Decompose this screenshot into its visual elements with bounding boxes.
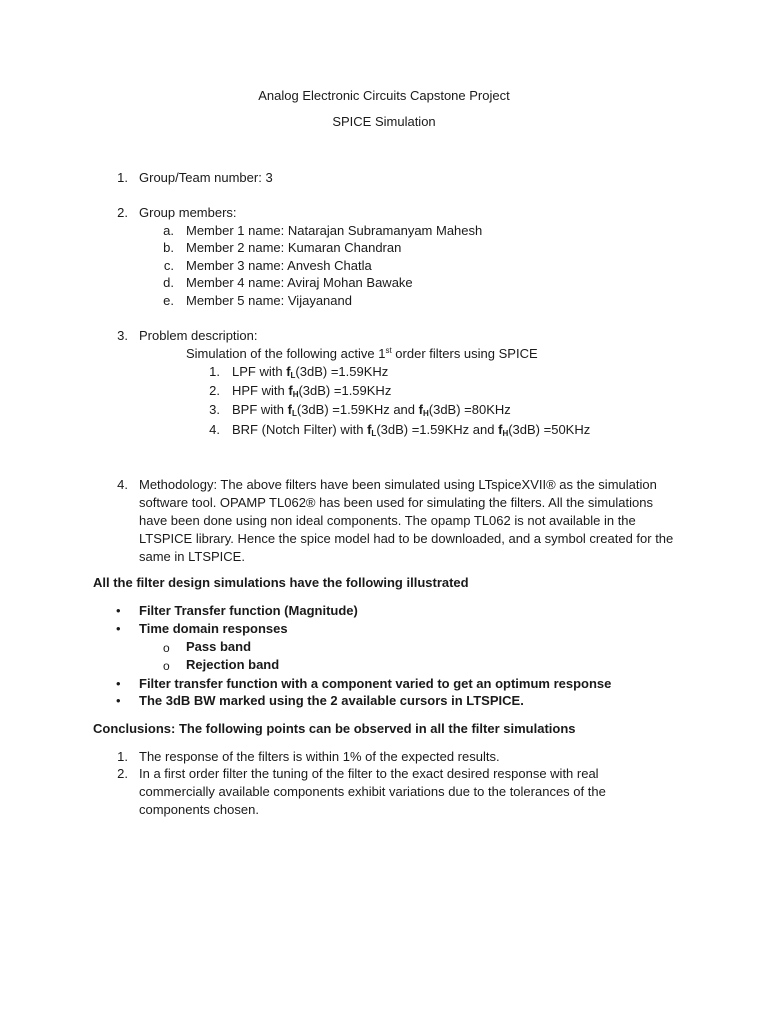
member-name: Member 2 name: Kumaran Chandran [186, 240, 402, 255]
conclusion-number: 1. [117, 749, 128, 764]
item-number: 1. [117, 170, 128, 185]
conclusions-heading: Conclusions: The following points can be observed in all the filter simulations [93, 721, 576, 736]
item-number: 4. [117, 477, 128, 492]
sub-bullet-icon: o [163, 641, 170, 655]
sub-bullet-item: Pass band [186, 639, 252, 654]
bullet-item: Filter transfer function with a component varied to get an optimum response [139, 676, 612, 691]
filter-spec: LPF with $f_L(3dB) =1.59KHz$ [232, 364, 389, 380]
team-number: Group/Team number: 3 [139, 170, 273, 185]
member-letter: c. [163, 258, 174, 273]
conclusion-number: 2. [117, 766, 128, 781]
item-number: 3. [117, 328, 128, 343]
member-name: Member 5 name: Vijayanand [186, 293, 352, 308]
document-subtitle: SPICE Simulation [332, 114, 436, 129]
member-name: Member 1 name: Natarajan Subramanyam Mahesh [186, 223, 483, 238]
filter-number: 2. [209, 383, 220, 398]
filter-number: 1. [209, 364, 220, 379]
member-name: Member 3 name: Anvesh Chatla [186, 258, 372, 273]
methodology-paragraph: Methodology: The above filters have been simulated using LTspiceXVII® as the simulation software tool. OPAMP TL062® has been used for simulating the filters. All the simulations have been done using non ideal components. The opamp TL062 is not available in the LTSPICE library. Hence the spice model had to be downloaded, and a symbol created for the same in LTSPICE. [139, 477, 674, 564]
item-number: 2. [117, 205, 128, 220]
bullet-item: Time domain responses [139, 621, 288, 636]
filter-number: 3. [209, 402, 220, 417]
filter-spec: BPF with $f_L(3dB) =1.59KHz$ and $f_H(3dB) =80KHz$ [232, 402, 511, 418]
member-letter: a. [163, 223, 174, 238]
bullet-icon: • [116, 676, 121, 691]
filter-number: 4. [209, 422, 220, 437]
bullet-item: Filter Transfer function (Magnitude) [139, 603, 358, 618]
filter-spec: BRF (Notch Filter) with $f_L(3dB) =1.59KHz$ and $f_H(3dB) =50KHz$ [232, 422, 591, 438]
bullet-icon: • [116, 621, 121, 636]
sub-bullet-item: Rejection band [186, 657, 280, 672]
sub-bullet-icon: o [163, 659, 170, 673]
bullet-icon: • [116, 603, 121, 618]
conclusion-text: In a first order filter the tuning of the filter to the exact desired response with real commercially available components exhibit variations due to the tolerances of the components chosen. [139, 766, 606, 817]
problem-description-label: Problem description: [139, 328, 258, 343]
document-title: Analog Electronic Circuits Capstone Project [258, 88, 510, 103]
illustrated-heading: All the filter design simulations have the following illustrated [93, 575, 469, 590]
bullet-item: The 3dB BW marked using the 2 available cursors in LTSPICE. [139, 693, 524, 708]
member-name: Member 4 name: Aviraj Mohan Bawake [186, 275, 413, 290]
conclusion-text: The response of the filters is within 1% of the expected results. [139, 749, 500, 764]
filter-spec: HPF with $f_H(3dB) =1.59KHz$ [232, 383, 392, 399]
bullet-icon: • [116, 693, 121, 708]
member-letter: e. [163, 293, 174, 308]
problem-intro: Simulation of the following active 1st order filters using SPICE [186, 346, 538, 361]
member-letter: d. [163, 275, 174, 290]
member-letter: b. [163, 240, 174, 255]
group-members-label: Group members: [139, 205, 237, 220]
